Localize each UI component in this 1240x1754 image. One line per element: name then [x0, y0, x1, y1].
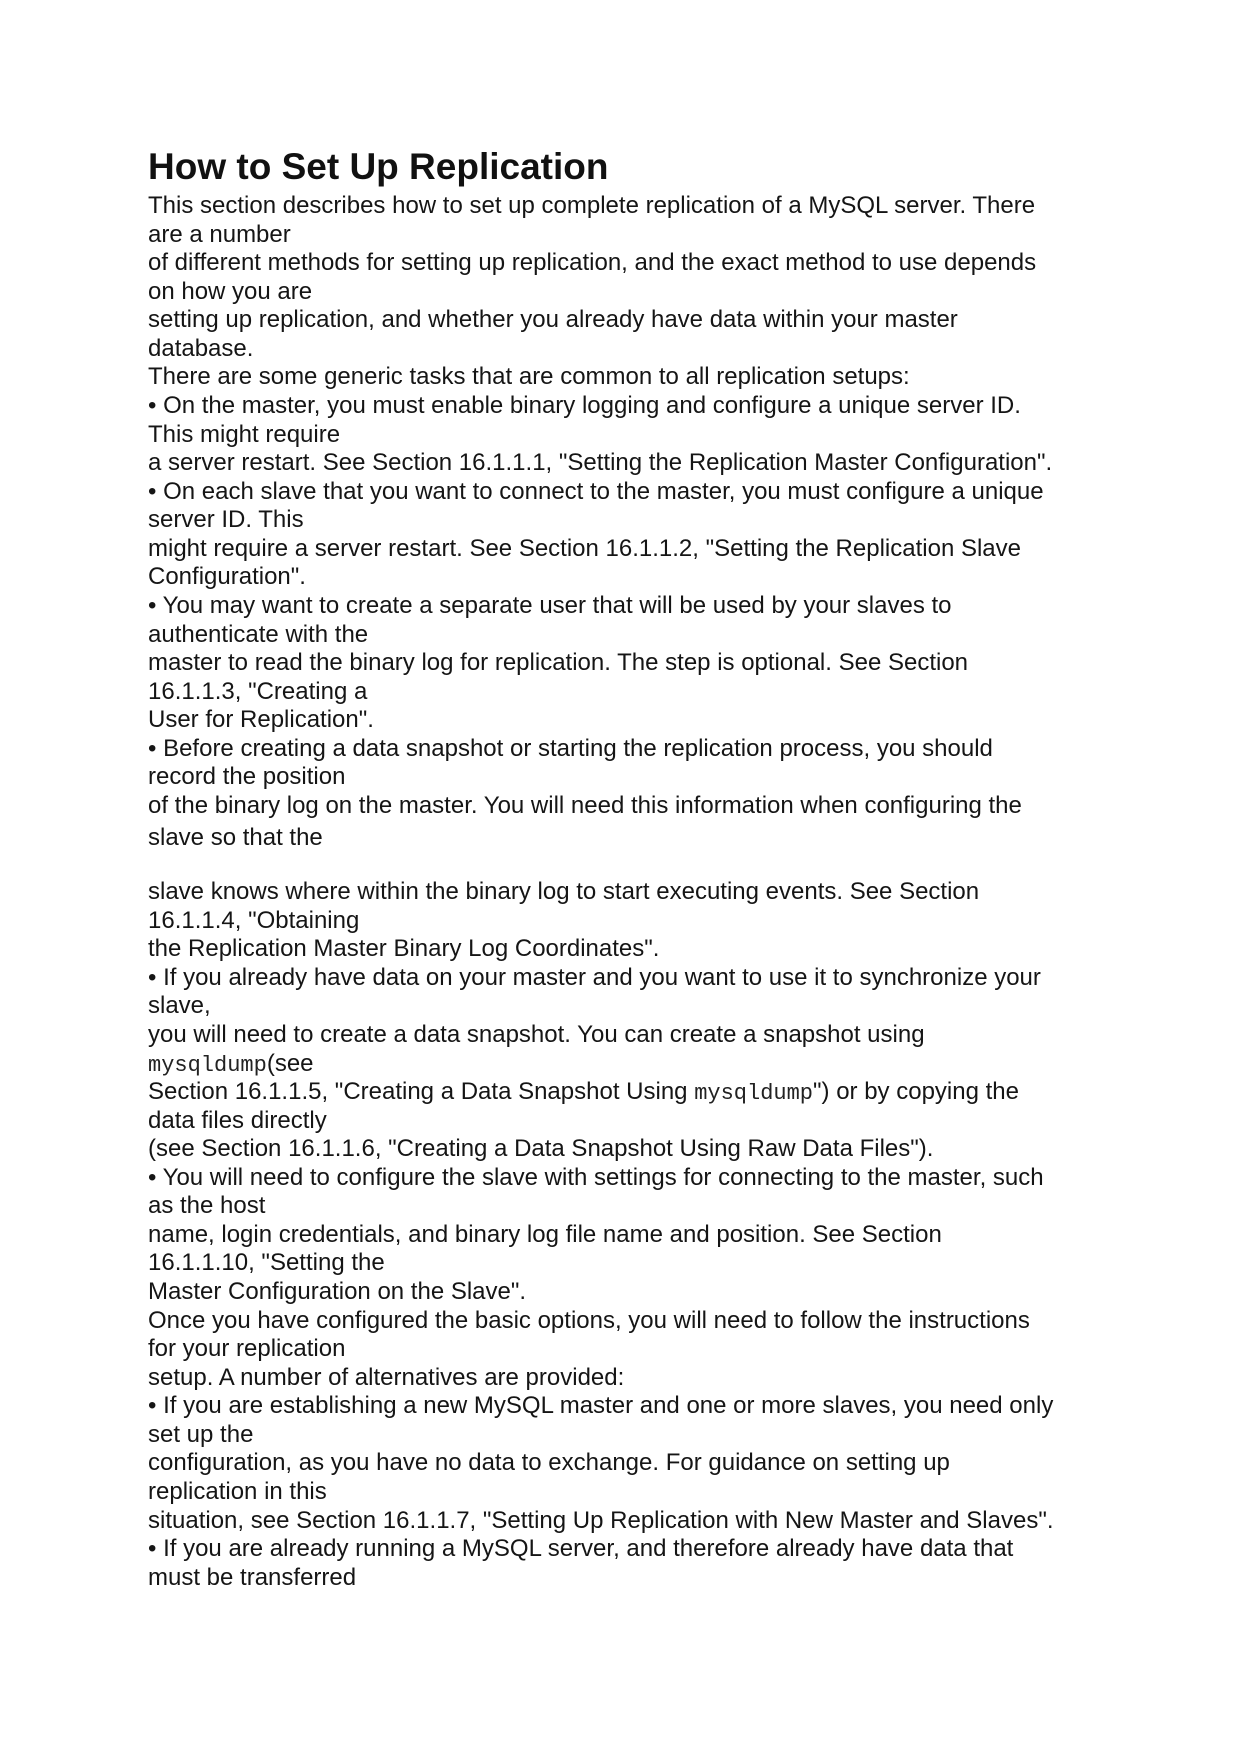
text-line: slave knows where within the binary log to start executing events. See Section	[148, 878, 980, 905]
text-line: Once you have configured the basic options, you will need to follow the instructions	[148, 1307, 1030, 1334]
text-line: setting up replication, and whether you already have data within your master	[148, 306, 958, 333]
text-line: There are some generic tasks that are common to all replication setups:	[148, 363, 910, 390]
text-line: database.	[148, 335, 254, 362]
text-line: setup. A number of alternatives are provided:	[148, 1364, 625, 1391]
code-span: mysqldump	[148, 1053, 267, 1078]
text-line: This section describes how to set up complete replication of a MySQL server. There	[148, 192, 1036, 219]
text-line: the Replication Master Binary Log Coordinates".	[148, 935, 660, 962]
bullet-line: • On the master, you must enable binary logging and configure a unique server ID.	[148, 392, 1021, 419]
text-line-with-code	[148, 1049, 314, 1080]
text-line: master to read the binary log for replication. The step is optional. See Section	[148, 649, 969, 676]
text-line: 16.1.1.3, "Creating a	[148, 678, 368, 705]
text-line: set up the	[148, 1421, 254, 1448]
bullet-line: • Before creating a data snapshot or starting the replication process, you should	[148, 735, 993, 762]
text-line: server ID. This	[148, 506, 304, 533]
text-line: name, login credentials, and binary log file name and position. See Section	[148, 1221, 942, 1248]
text-line: of the binary log on the master. You will need this information when configuring the	[148, 792, 1022, 819]
code-span: mysqldump	[694, 1081, 814, 1106]
bullet-line: • If you already have data on your master and you want to use it to synchronize your	[148, 964, 1041, 991]
text-line: configuration, as you have no data to exchange. For guidance on setting up	[148, 1449, 950, 1476]
text-line-with-code	[148, 1077, 1019, 1108]
text-line: 16.1.1.10, "Setting the	[148, 1249, 385, 1276]
text-line: data files directly	[148, 1107, 327, 1134]
text-line: 16.1.1.4, "Obtaining	[148, 907, 360, 934]
text-line: might require a server restart. See Section 16.1.1.2, "Setting the Replication Slave	[148, 535, 1021, 562]
text-line: slave so that the	[148, 824, 323, 851]
text-line: This might require	[148, 421, 341, 448]
text-line: Master Configuration on the Slave".	[148, 1278, 527, 1305]
text-line: of different methods for setting up replication, and the exact method to use depends	[148, 249, 1037, 276]
text-line: authenticate with the	[148, 621, 369, 648]
text-line: Configuration".	[148, 563, 306, 590]
text-line: User for Replication".	[148, 706, 374, 733]
bullet-line: • You may want to create a separate user that will be used by your slaves to	[148, 592, 952, 619]
text-line: record the position	[148, 763, 346, 790]
text-span: ") or by copying the	[813, 1078, 1019, 1105]
text-line: for your replication	[148, 1335, 346, 1362]
text-line: situation, see Section 16.1.1.7, "Setting Up Replication with New Master and Slaves".	[148, 1507, 1054, 1534]
bullet-line: • If you are already running a MySQL server, and therefore already have data that	[148, 1535, 1014, 1562]
page-title: How to Set Up Replication	[148, 146, 609, 187]
text-line: must be transferred	[148, 1564, 357, 1591]
bullet-line: • You will need to configure the slave with settings for connecting to the master, such	[148, 1164, 1044, 1191]
text-line: (see Section 16.1.1.6, "Creating a Data Snapshot Using Raw Data Files").	[148, 1135, 934, 1162]
bullet-line: • On each slave that you want to connect to the master, you must configure a unique	[148, 478, 1044, 505]
text-span: Section 16.1.1.5, "Creating a Data Snapshot Using	[148, 1078, 695, 1105]
text-line: you will need to create a data snapshot. You can create a snapshot using	[148, 1021, 925, 1048]
bullet-line: • If you are establishing a new MySQL master and one or more slaves, you need only	[148, 1392, 1054, 1419]
text-line: a server restart. See Section 16.1.1.1, "Setting the Replication Master Configuration".	[148, 449, 1053, 476]
text-span: (see	[266, 1050, 314, 1077]
text-line: on how you are	[148, 278, 313, 305]
text-line: replication in this	[148, 1478, 327, 1505]
text-line: are a number	[148, 221, 291, 248]
text-line: slave,	[148, 992, 211, 1019]
text-line: as the host	[148, 1192, 266, 1219]
